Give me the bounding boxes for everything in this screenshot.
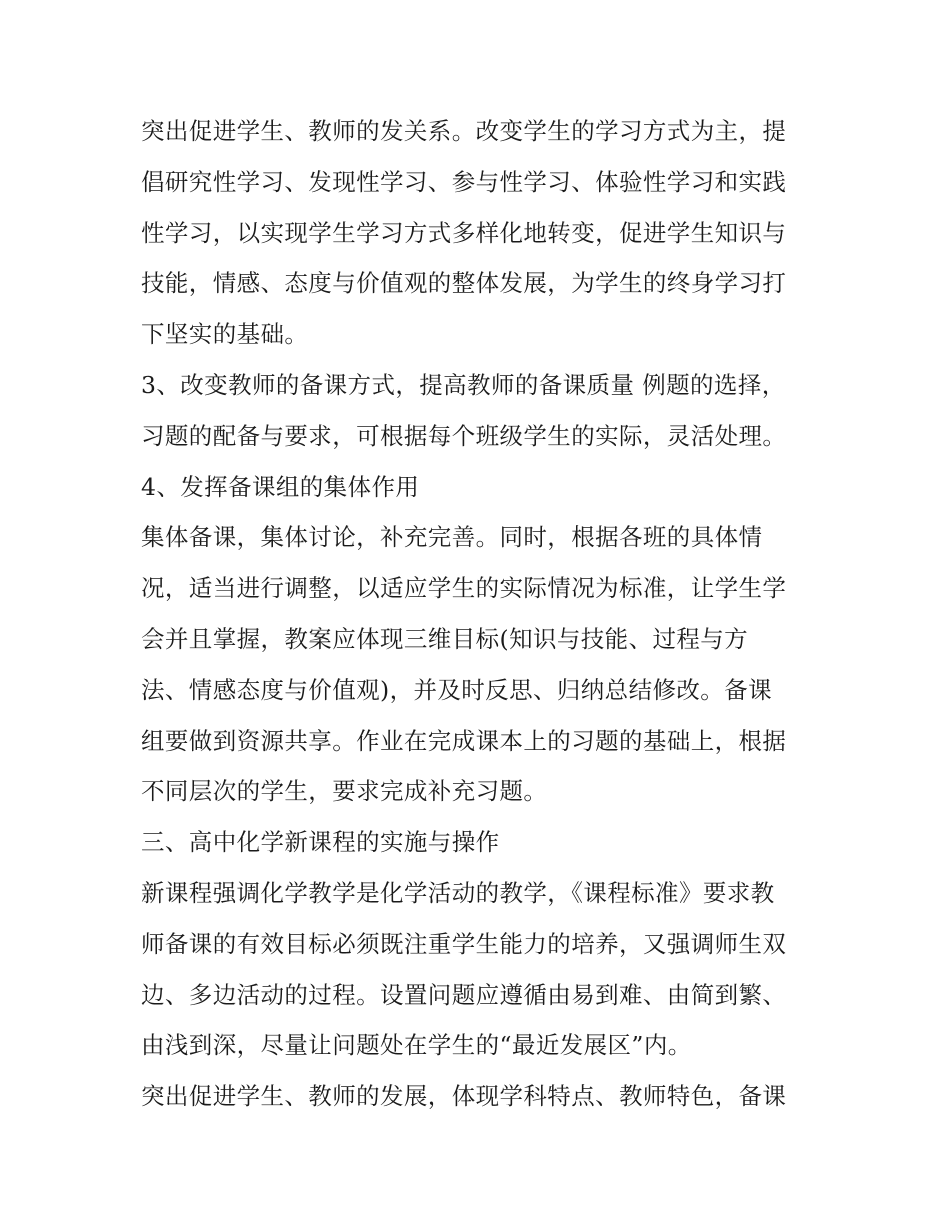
section-heading-4: 4、发挥备课组的集体作用 <box>141 472 420 501</box>
section-heading-3: 3、改变教师的备课方式，提高教师的备课质量 例题的选择， <box>141 370 786 399</box>
text-line: 下坚实的基础。 <box>141 320 309 349</box>
text-line: 法、情感态度与价值观)，并及时反思、归纳总结修改。备课 <box>141 675 772 704</box>
text-line: 习题的配备与要求，可根据每个班级学生的实际，灵活处理。 <box>141 421 787 450</box>
text-line: 边、多边活动的过程。设置问题应遵循由易到难、由简到繁、 <box>141 980 787 1009</box>
text-line: 师备课的有效目标必须既注重学生能力的培养，又强调师生双 <box>141 929 787 958</box>
text-line: 倡研究性学习、发现性学习、参与性学习、体验性学习和实践 <box>141 167 787 196</box>
text-line: 会并且掌握，教案应体现三维目标(知识与技能、过程与方 <box>141 624 749 653</box>
section-heading-three: 三、高中化学新课程的实施与操作 <box>141 828 500 857</box>
text-line: 技能，情感、态度与价值观的整体发展，为学生的终身学习打 <box>141 269 787 298</box>
text-line: 不同层次的学生，要求完成补充习题。 <box>141 777 548 806</box>
text-line: 况，适当进行调整，以适应学生的实际情况为标准，让学生学 <box>141 574 787 603</box>
text-line: 组要做到资源共享。作业在完成课本上的习题的基础上，根据 <box>141 726 787 755</box>
text-line: 突出促进学生、教师的发关系。改变学生的学习方式为主，提 <box>141 117 787 145</box>
text-line: 新课程强调化学教学是化学活动的教学，《课程标准》要求教 <box>141 878 775 907</box>
text-line: 由浅到深，尽量让问题处在学生的“最近发展区”内。 <box>141 1031 692 1060</box>
text-line: 集体备课，集体讨论，补充完善。同时，根据各班的具体情 <box>141 523 763 552</box>
document-body <box>141 106 821 1122</box>
text-line: 性学习，以实现学生学习方式多样化地转变，促进学生知识与 <box>141 218 787 247</box>
text-line: 突出促进学生、教师的发展，体现学科特点、教师特色，备课 <box>141 1082 787 1111</box>
